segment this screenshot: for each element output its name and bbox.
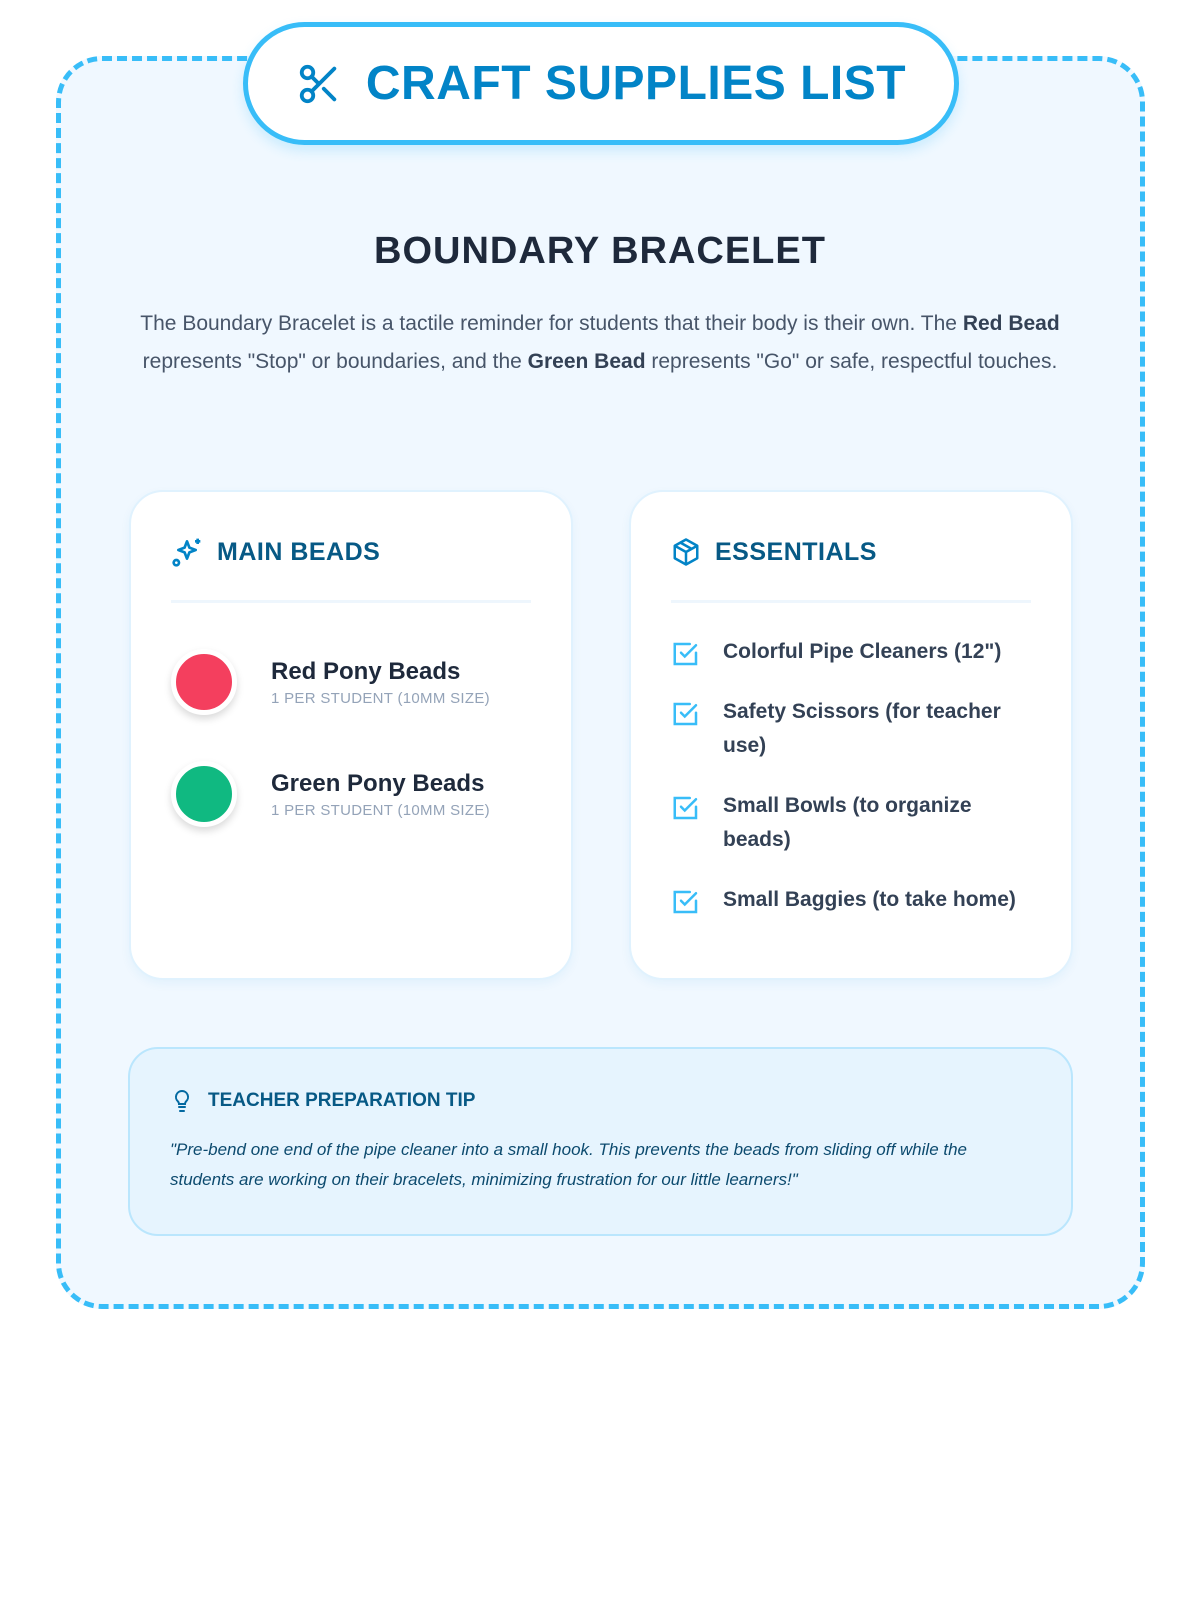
lightbulb-icon [170, 1089, 194, 1113]
main-beads-card [129, 490, 573, 980]
divider [171, 600, 531, 603]
essential-item[interactable] [671, 635, 1031, 669]
tip-text: "Pre-bend one end of the pipe cleaner into a small hook. This prevents the beads from sliding off while the students are working on their bracelets, minimizing frustration for our little learners!" [170, 1140, 967, 1189]
essential-item[interactable] [671, 695, 1031, 763]
bead-name: Green Pony Beads [271, 769, 485, 797]
sparkles-icon [171, 536, 203, 568]
essential-item[interactable] [671, 789, 1031, 857]
essential-label: Colorful Pipe Cleaners (12") [723, 640, 1002, 663]
checkbox-checked-icon [671, 793, 701, 823]
red-bead-swatch [171, 649, 237, 715]
project-title: BOUNDARY BRACELET [374, 230, 826, 272]
essential-label: Small Baggies (to take home) [723, 888, 1016, 911]
checkbox-checked-icon [671, 699, 701, 729]
teacher-tip-box [128, 1047, 1073, 1236]
red-bead-term: Red Bead [962, 312, 1060, 335]
project-intro [130, 305, 1070, 381]
green-bead-swatch [171, 761, 237, 827]
essential-label: Safety Scissors (for teacher use) [723, 700, 1001, 757]
green-bead-term: Green Bead [527, 350, 646, 373]
checkbox-checked-icon [671, 639, 701, 669]
bead-item [171, 761, 531, 827]
bead-detail: 1 PER STUDENT (10MM SIZE) [271, 689, 490, 707]
title-banner [243, 22, 959, 145]
divider [671, 600, 1031, 603]
bead-item [171, 649, 531, 715]
page-title: CRAFT SUPPLIES LIST [365, 57, 907, 110]
main-beads-title: MAIN BEADS [217, 537, 381, 566]
bead-detail: 1 PER STUDENT (10MM SIZE) [271, 801, 490, 819]
essential-item[interactable] [671, 883, 1031, 917]
intro-text: represents "Stop" or boundaries, and the [142, 350, 528, 373]
essentials-card [629, 490, 1073, 980]
package-icon [671, 537, 701, 567]
intro-text: The Boundary Bracelet is a tactile reminder for students that their body is their own. The [140, 312, 963, 335]
bead-name: Red Pony Beads [271, 657, 461, 685]
essential-label: Small Bowls (to organize beads) [723, 794, 972, 851]
essentials-title: ESSENTIALS [715, 537, 877, 566]
scissors-icon [296, 61, 342, 107]
intro-text: represents "Go" or safe, respectful touches. [645, 350, 1058, 373]
tip-title: TEACHER PREPARATION TIP [208, 1090, 476, 1111]
checkbox-checked-icon [671, 887, 701, 917]
